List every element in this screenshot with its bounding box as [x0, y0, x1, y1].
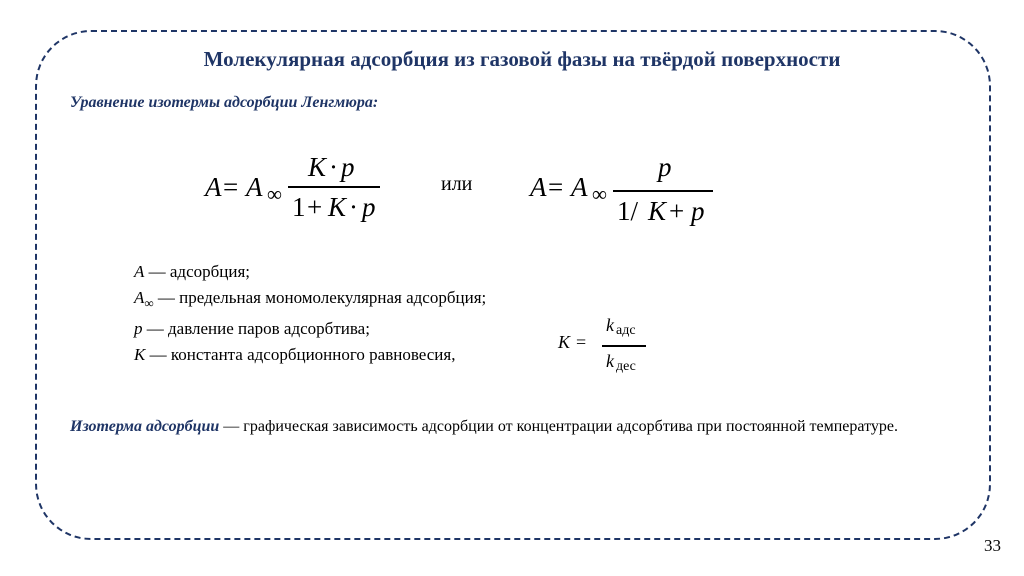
definition-text: — давление паров адсорбтива;	[142, 319, 370, 339]
slide-title: Молекулярная адсорбция из газовой фазы на твёрдой поверхности	[203, 47, 841, 71]
formula1-den-dot: ·	[349, 192, 358, 222]
formula2-den-1: 1/	[617, 196, 639, 226]
page-number: 33	[984, 536, 1001, 555]
definition-symbol: K	[134, 345, 146, 365]
definition-text: — предельная мономолекулярная адсорбция;	[153, 288, 487, 307]
formula1-inf-sub: ∞	[267, 182, 282, 206]
formula2-lhs: A	[530, 172, 547, 202]
formula1-num-K: K	[308, 152, 327, 182]
definition-symbol: A	[134, 262, 145, 281]
langmuir-formula-2	[530, 152, 730, 242]
definitions-list	[134, 259, 486, 368]
formula2-num-p: p	[658, 152, 672, 182]
k-ratio-num-k: k	[606, 315, 614, 335]
definition-item	[134, 259, 486, 285]
formula1-lhs: A	[205, 172, 222, 202]
formula2-fraction-bar	[613, 190, 713, 192]
formula2-den-K: K	[648, 196, 667, 226]
definition-item	[134, 285, 486, 316]
definition-text: — константа адсорбционного равновесия,	[145, 345, 456, 365]
k-ratio-den-k: k	[606, 351, 614, 371]
formula2-a-inf: A	[571, 172, 588, 202]
formula2-den-p: p	[691, 196, 705, 226]
definition-sub: ∞	[144, 295, 154, 311]
definition-symbol: p	[134, 319, 143, 339]
or-word: или	[441, 173, 473, 195]
formula1-num-dot: ·	[329, 152, 338, 182]
isotherm-text: — графическая зависимость адсорбции от концентрации адсорбтива при постоянной температуре.	[219, 418, 898, 435]
definition-symbol: A	[134, 288, 145, 307]
k-ratio-eq: =	[576, 332, 587, 352]
langmuir-formula-1	[205, 152, 405, 242]
formula2-den-plus: +	[669, 196, 685, 226]
definition-item	[134, 316, 486, 342]
formula2-inf-sub: ∞	[592, 182, 607, 206]
definition-text: — адсорбция;	[144, 262, 251, 281]
k-ratio-fraction-bar	[602, 345, 646, 347]
k-ratio-den-sub: дес	[616, 359, 636, 374]
formula1-a-inf: A	[246, 172, 263, 202]
formula1-num-p: p	[341, 152, 355, 182]
formula1-den-plus: +	[307, 192, 323, 222]
formula1-eq: =	[223, 172, 239, 202]
isotherm-definition	[70, 415, 970, 439]
isotherm-term: Изотерма адсорбции	[70, 418, 220, 435]
k-ratio-formula	[558, 315, 658, 385]
formula1-den-p: p	[362, 192, 376, 222]
formula2-eq: =	[548, 172, 564, 202]
formula1-den-K: K	[328, 192, 347, 222]
langmuir-subtitle: Уравнение изотермы адсорбции Ленгмюра:	[70, 94, 379, 111]
k-ratio-K: K	[558, 332, 571, 352]
formula1-den-1: 1	[292, 192, 306, 222]
definition-item	[134, 342, 486, 368]
formula1-fraction-bar	[288, 186, 380, 188]
k-ratio-num-sub: адс	[616, 323, 636, 338]
